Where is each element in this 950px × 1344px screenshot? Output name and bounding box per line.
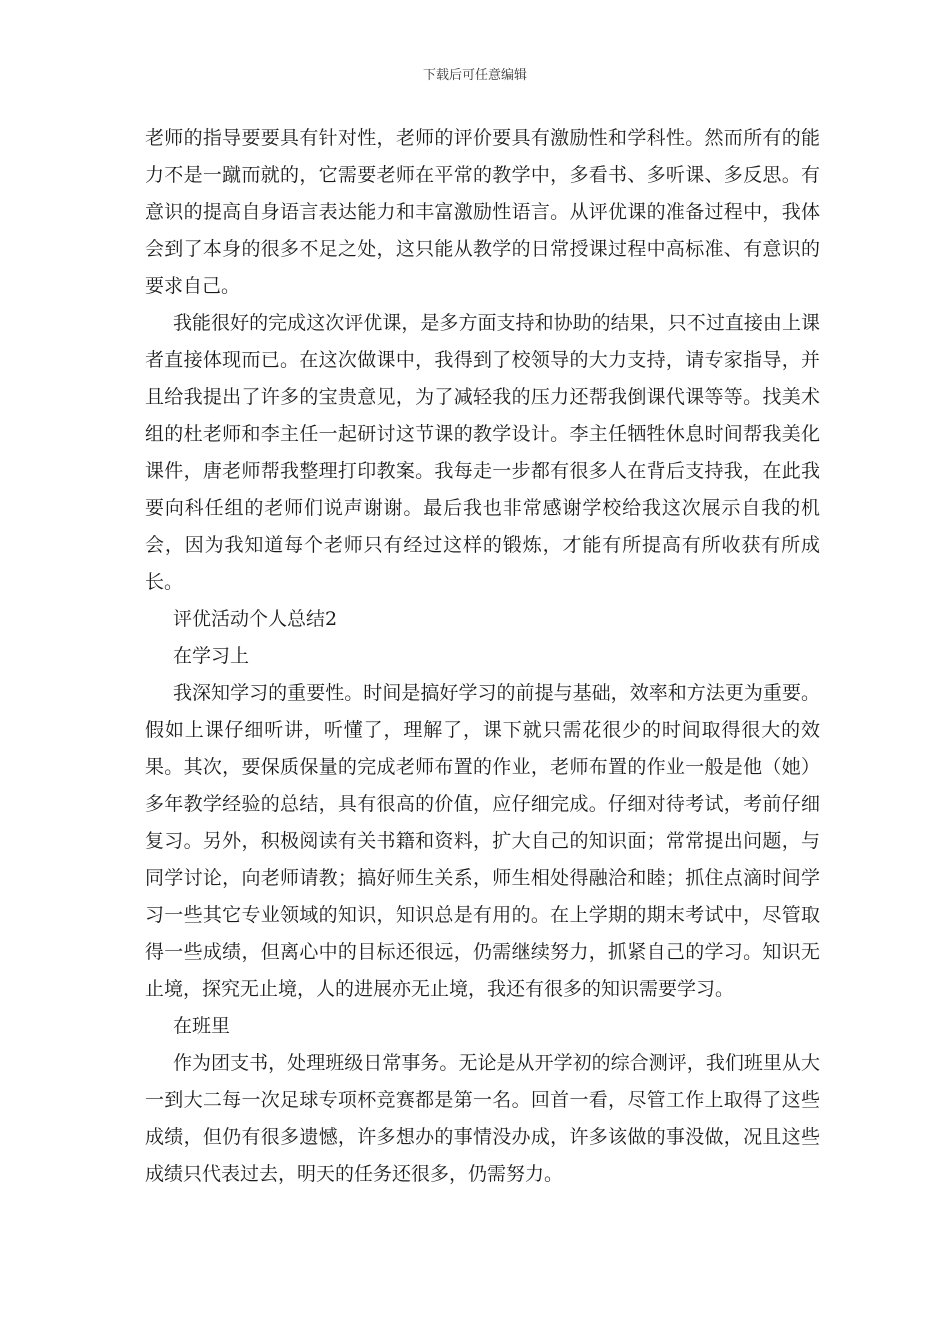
document-body: [145, 120, 820, 1193]
subheading-class: 在班里: [173, 1015, 231, 1037]
paragraph-support-thanks: 我能很好的完成这次评优课，是多方面支持和协助的结果，只不过直接由上课者直接体现而已。在这次做课中，我得到了校领导的大力支持，请专家指导，并且给我提出了许多的宝贵意见，为了减轻我的压力还帮我倒课代课等等。找美术组的杜老师和李主任一起研讨这节课的教学设计。李主任牺牲休息时间帮我美化课件，唐老师帮我整理打印教案。我每走一步都有很多人在背后支持我，在此我要向科任组的老师们说声谢谢。最后我也非常感谢学校给我这次展示自我的机会，因为我知道每个老师只有经过这样的锻炼，才能有所提高有所收获有所成长。: [145, 312, 820, 593]
paragraph-study: 我深知学习的重要性。时间是搞好学习的前提与基础，效率和方法更为重要。假如上课仔细听讲，听懂了，理解了，课下就只需花很少的时间取得很大的效果。其次，要保质保量的完成老师布置的作业，老师布置的作业一般是他（她）多年教学经验的总结，具有很高的价值，应仔细完成。仔细对待考试，考前仔细复习。另外，积极阅读有关书籍和资料，扩大自己的知识面；常常提出问题，与同学讨论，向老师请教；搞好师生关系，师生相处得融洽和睦；抓住点滴时间学习一些其它专业领域的知识，知识总是有用的。在上学期的期末考试中，尽管取得一些成绩，但离心中的目标还很远，仍需继续努力，抓紧自己的学习。知识无止境，探究无止境，人的进展亦无止境，我还有很多的知识需要学习。: [145, 682, 820, 1000]
section-title-summary-2: 评优活动个人总结2: [173, 608, 338, 630]
page-header: 下载后可任意编辑: [422, 68, 527, 83]
subheading-study: 在学习上: [173, 645, 250, 667]
paragraph-teacher-guidance: 老师的指导要要具有针对性，老师的评价要具有激励性和学科性。然而所有的能力不是一蹴而就的，它需要老师在平常的教学中，多看书、多听课、多反思。有意识的提高自身语言表达能力和丰富激励性语言。从评优课的准备过程中，我体会到了本身的很多不足之处，这只能从教学的日常授课过程中高标准、有意识的要求自己。: [145, 127, 820, 297]
paragraph-class: 作为团支书，处理班级日常事务。无论是从开学初的综合测评，我们班里从大一到大二每一次足球专项杯竞赛都是第一名。回首一看，尽管工作上取得了这些成绩，但仍有很多遗憾，许多想办的事情没办成，许多该做的事没做，况且这些成绩只代表过去，明天的任务还很多，仍需努力。: [145, 1052, 820, 1185]
